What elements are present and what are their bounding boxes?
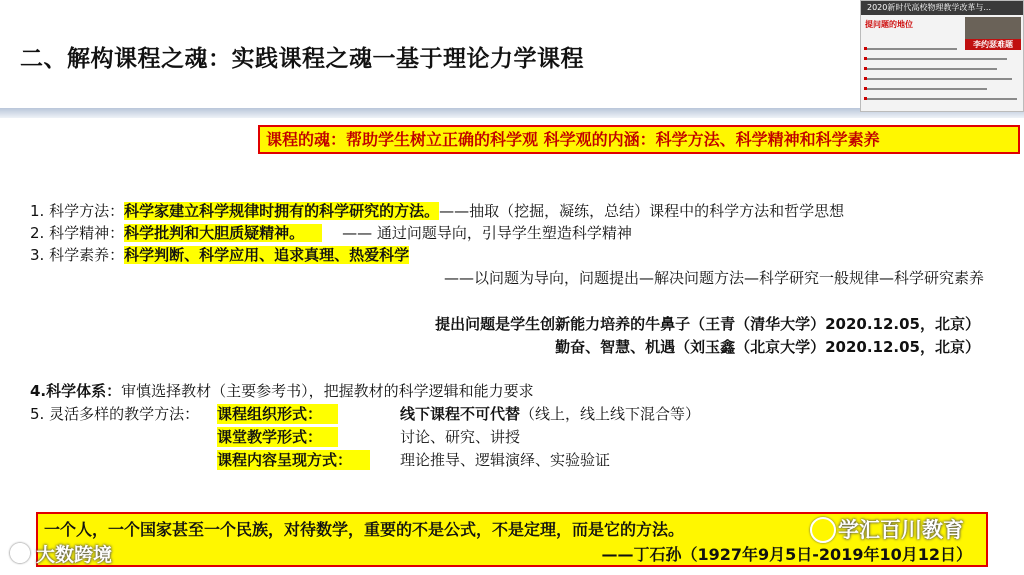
item-highlight: 科学判断、科学应用、追求真理、热爱科学	[124, 246, 410, 264]
teaching-row-value: 理论推导、逻辑演绎、实验验证	[400, 451, 611, 469]
teaching-row-value	[400, 404, 700, 424]
item-teaching-methods-label: 5. 灵活多样的教学方法：	[30, 405, 200, 423]
item-label: 1. 科学方法：	[30, 202, 125, 220]
citation-wang-qing: 提出问题是学生创新能力培养的牛鼻子（王青（清华大学）2020.12.05，北京）	[435, 315, 980, 333]
thumbnail-text-line	[867, 88, 987, 90]
thumbnail-text-line	[867, 98, 1017, 100]
quote-author: ——丁石孙（1927年9月5日-2019年10月12日）	[601, 545, 972, 564]
item-text: 审慎选择教材（主要参考书），把握教材的科学逻辑和能力要求	[121, 382, 534, 400]
item-label: 3. 科学素养：	[30, 246, 125, 264]
item-label: 2. 科学精神：	[30, 224, 125, 242]
watermark-right: 学汇百川教育	[838, 518, 964, 542]
thumbnail-text-line	[867, 68, 997, 70]
thumbnail-photo-name: 李约瑟难题	[965, 39, 1021, 50]
teaching-row-value-text: （线上，线上线下混合等）	[520, 405, 701, 423]
watermark-left: 大数跨境	[36, 544, 113, 566]
wechat-icon	[810, 517, 836, 543]
thumbnail-text-line	[867, 48, 957, 50]
teaching-row-key: 课程内容呈现方式：	[217, 450, 370, 470]
teaching-row-value-bold: 线下课程不可代替	[400, 405, 521, 423]
course-soul-box: 课程的魂：帮助学生树立正确的科学观 科学观的内涵：科学方法、科学精神和科学素养	[258, 125, 1020, 154]
item-scientific-literacy	[30, 245, 409, 265]
thumbnail-text-line	[867, 58, 1007, 60]
item3-note: ——以问题为导向，问题提出—解决问题方法—科学研究一般规律—科学研究素养	[443, 269, 984, 287]
logo-icon	[10, 543, 30, 563]
item-label: 4.科学体系：	[30, 382, 122, 400]
item-scientific-system	[30, 381, 534, 401]
item-scientific-spirit	[30, 223, 632, 243]
teaching-row-key: 课程组织形式：	[217, 404, 338, 424]
item-highlight: 科学批判和大胆质疑精神。	[124, 224, 322, 242]
teaching-row-key: 课堂教学形式：	[217, 427, 338, 447]
teaching-row-value: 讨论、研究、讲授	[400, 428, 521, 446]
item-text: ——抽取（挖掘，凝练，总结）课程中的科学方法和哲学思想	[439, 202, 845, 220]
thumbnail-heading: 提问题的地位	[865, 20, 913, 29]
quote-text: 一个人，一个国家甚至一个民族，对待数学，重要的不是公式，不是定理，而是它的方法。	[44, 520, 685, 539]
item-highlight: 科学家建立科学规律时拥有的科学研究的方法。	[124, 202, 440, 220]
item-scientific-method	[30, 201, 844, 221]
video-thumbnail[interactable]	[860, 0, 1024, 112]
citation-liu-yuxin: 勤奋、智慧、机遇（刘玉鑫（北京大学）2020.12.05，北京）	[555, 338, 980, 356]
item-text: —— 通过问题导向，引导学生塑造科学精神	[342, 224, 632, 242]
thumbnail-title: 2020新时代高校物理教学改革与...	[861, 1, 1023, 15]
slide-title: 二、解构课程之魂：实践课程之魂一基于理论力学课程	[20, 46, 584, 72]
thumbnail-text-line	[867, 78, 1012, 80]
